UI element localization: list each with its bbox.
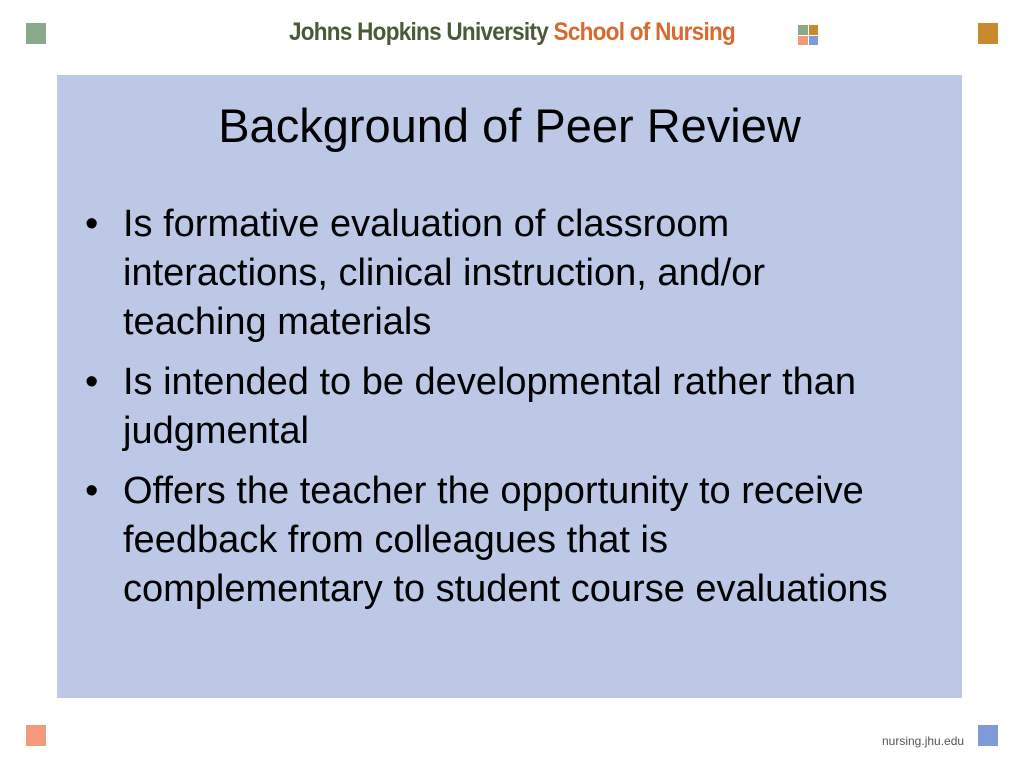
school-name: School of Nursing xyxy=(553,18,736,46)
header-logo-text xyxy=(51,18,973,47)
corner-square-bottom-left xyxy=(26,725,46,746)
corner-square-top-right xyxy=(978,23,998,44)
corner-square-top-left xyxy=(26,23,46,44)
university-name: Johns Hopkins University xyxy=(288,18,548,46)
bullet-item: • Is intended to be developmental rather than judgmental xyxy=(85,358,905,456)
footer-url: nursing.jhu.edu xyxy=(882,734,965,748)
slide-title: Background of Peer Review xyxy=(218,99,801,152)
corner-square-bottom-right xyxy=(978,725,998,746)
bullet-list xyxy=(85,200,905,625)
logo-icon xyxy=(798,25,818,45)
bullet-item: • Is formative evaluation of classroom interactions, clinical instruction, and/or teaching materials xyxy=(85,200,905,347)
bullet-item: • Offers the teacher the opportunity to receive feedback from colleagues that is complementary to student course evaluations xyxy=(85,467,905,614)
